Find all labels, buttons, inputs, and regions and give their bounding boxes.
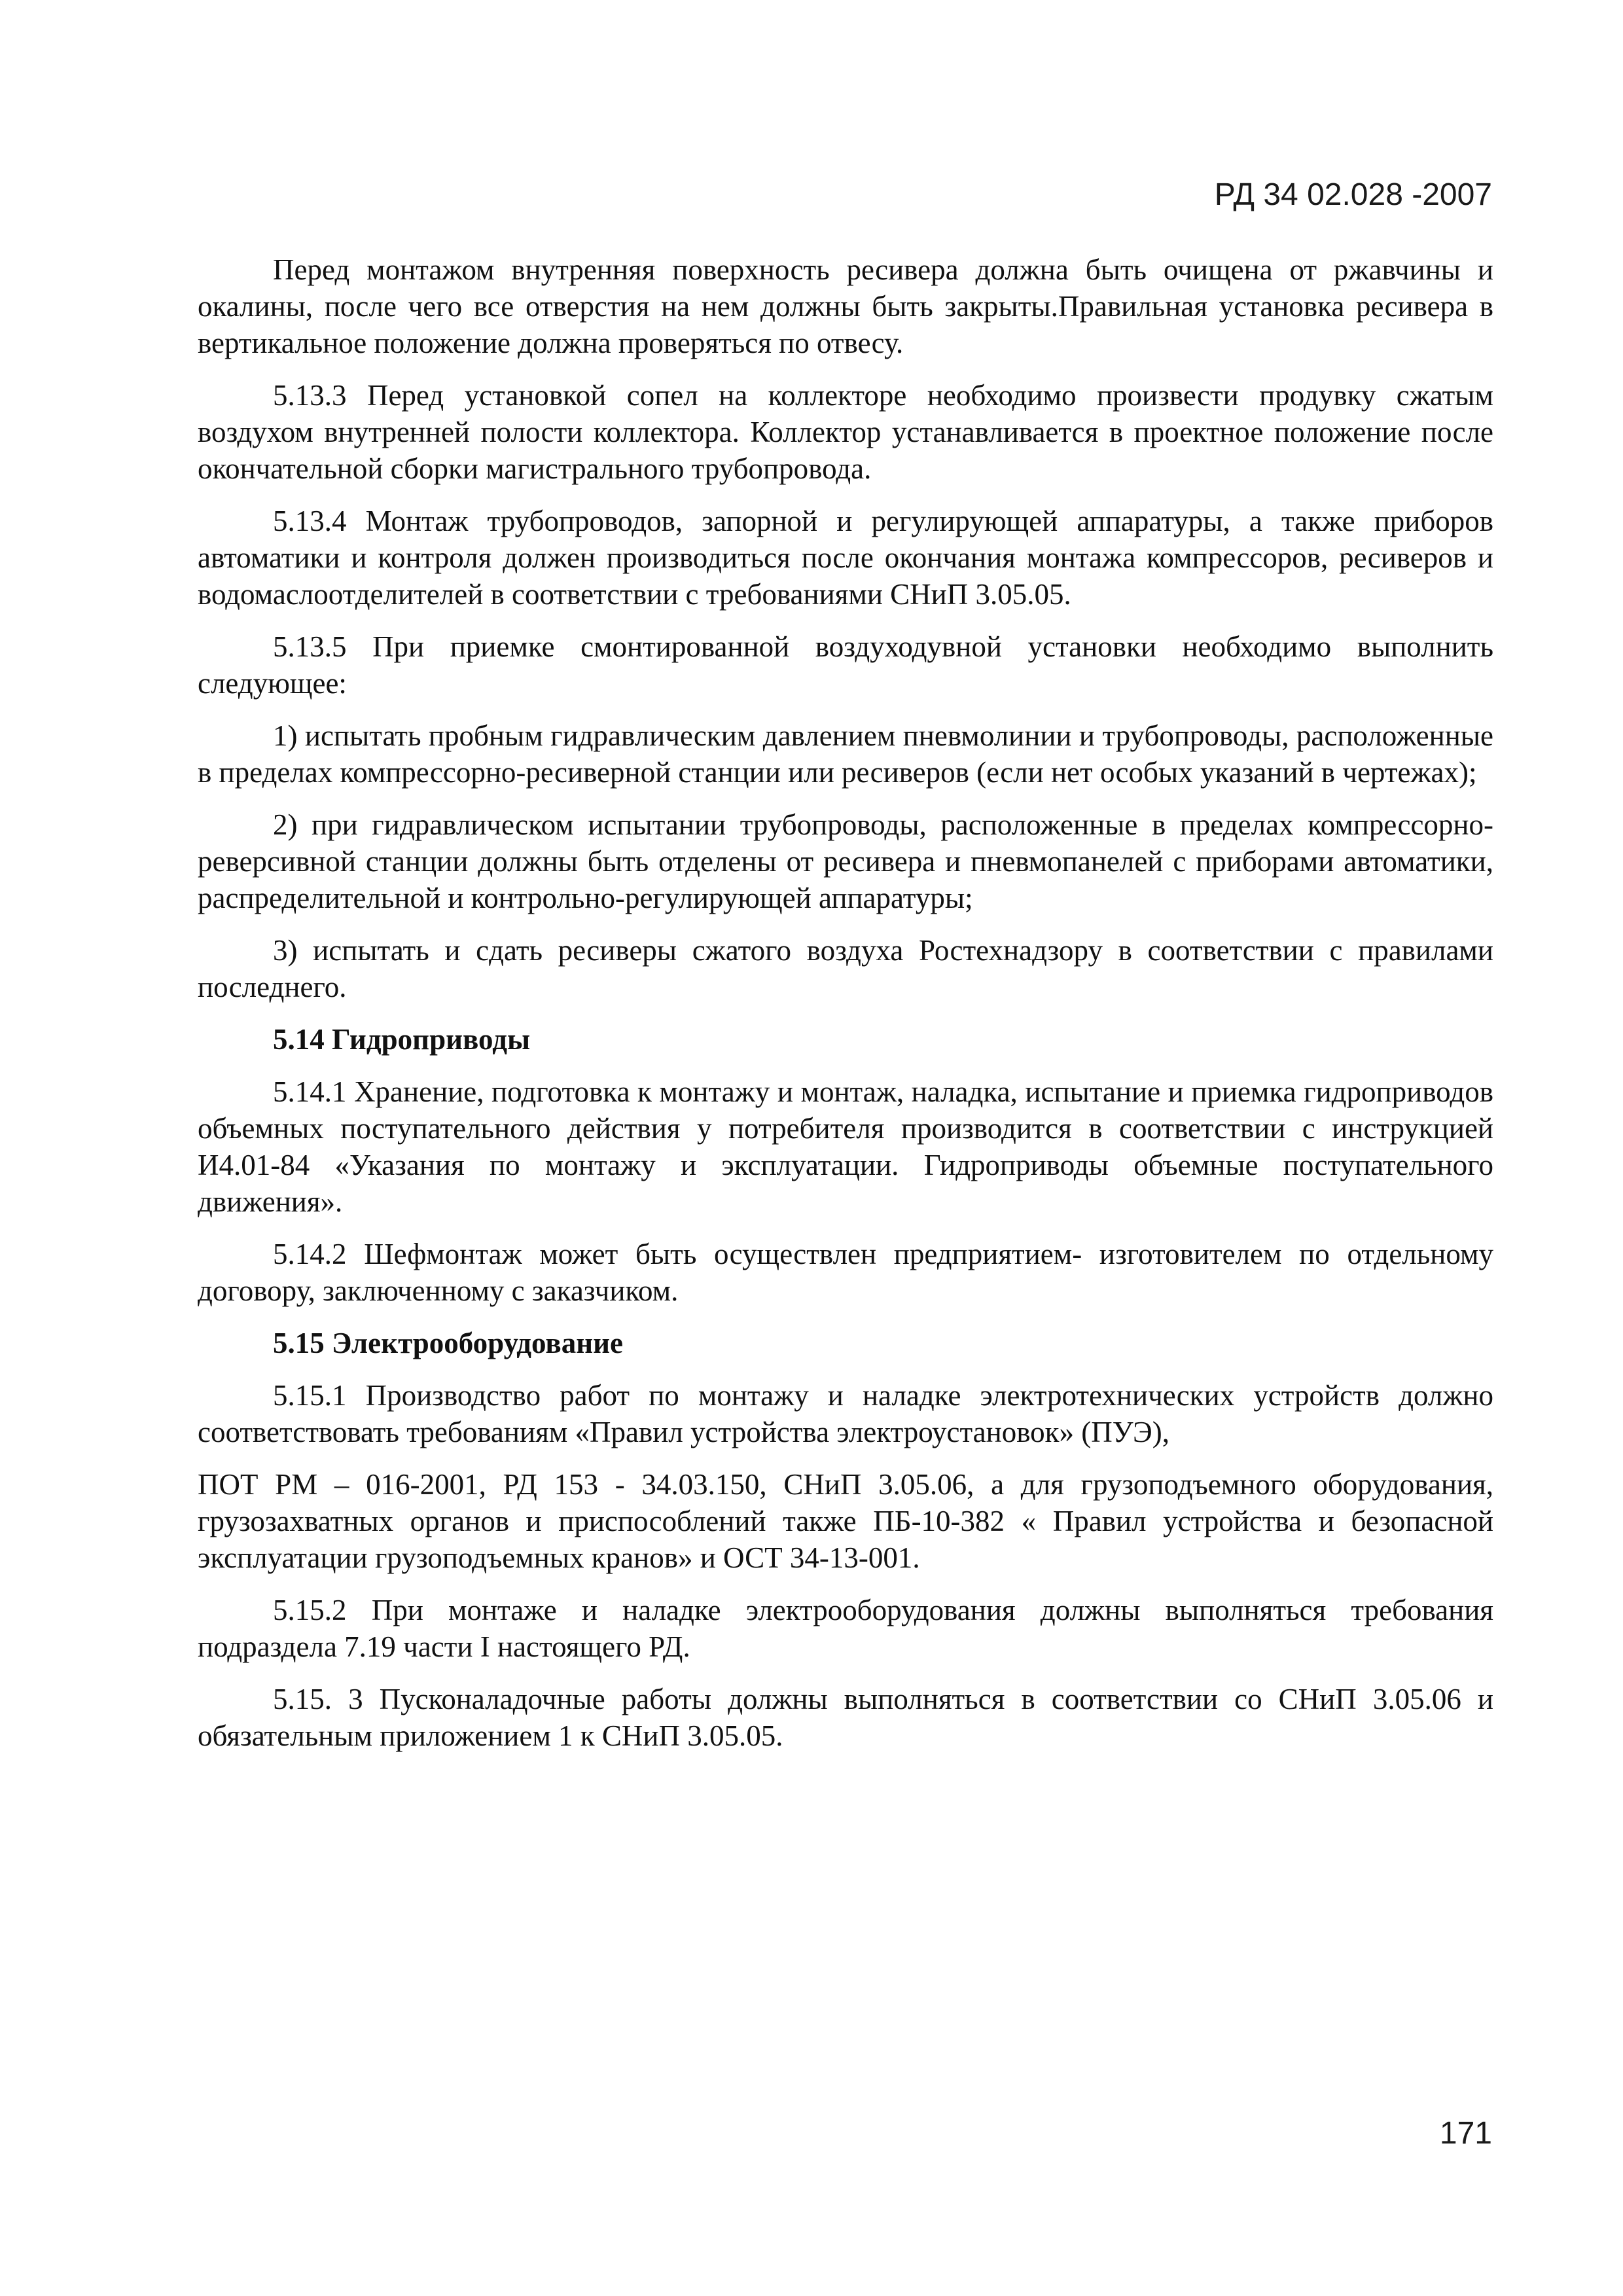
list-item-3: 3) испытать и сдать ресиверы сжатого воздуха Ростехнадзору в соответствии с правилами последнего. [198, 934, 1493, 1003]
paragraph-5-15-3: 5.15. 3 Пусконаладочные работы должны выполняться в соответствии со СНиП 3.05.06 и обязательным приложением 1 к СНиП 3.05.05. [198, 1683, 1493, 1752]
page-number: 171 [1439, 2116, 1492, 2151]
section-heading-5-14: 5.14 Гидроприводы [273, 1023, 531, 1056]
paragraph-5-15-2: 5.15.2 При монтаже и наладке электрооборудования должны выполняться требования подраздела 7.19 части I настоящего РД. [198, 1594, 1493, 1663]
paragraph-5-14-1: 5.14.1 Хранение, подготовка к монтажу и монтаж, наладка, испытание и приемка гидроприводов объемных поступательного действия у потребителя производится в соответствии с инструкцией И4.01-84 «Указания по монтажу и эксплуатации. Гидроприводы объемные поступательного движения». [198, 1075, 1493, 1218]
paragraph-5-15-1: 5.15.1 Производство работ по монтажу и наладке электротехнических устройств должно соответствовать требованиям «Правил устройства электроустановок» (ПУЭ), [198, 1379, 1493, 1448]
section-heading-5-15: 5.15 Электрооборудование [273, 1327, 624, 1359]
paragraph-receiver-preparation: Перед монтажом внутренняя поверхность ресивера должна быть очищена от ржавчины и окалины, после чего все отверстия на нем должны быть закрыты.Правильная установка ресивера в вертикальное положение должна проверяться по отвесу. [198, 253, 1493, 359]
paragraph-5-13-3: 5.13.3 Перед установкой сопел на коллекторе необходимо произвести продувку сжатым воздухом внутренней полости коллектора. Коллектор устанавливается в проектное положение после окончательной сборки магистрального трубопровода. [198, 379, 1493, 485]
paragraph-5-13-4: 5.13.4 Монтаж трубопроводов, запорной и регулирующей аппаратуры, а также приборов автоматики и контроля должен производиться после окончания монтажа компрессоров, ресиверов и водомаслоотделителей в соответствии с требованиями СНиП 3.05.05. [198, 505, 1493, 611]
document-body [198, 251, 1493, 1770]
paragraph-5-13-5: 5.13.5 При приемке смонтированной воздуходувной установки необходимо выполнить следующее: [198, 630, 1493, 700]
list-item-2: 2) при гидравлическом испытании трубопроводы, расположенные в пределах компрессорно-реверсивной станции должны быть отделены от ресивера и пневмопанелей с приборами автоматики, распределительной и контрольно-регулирующей аппаратуры; [198, 808, 1493, 914]
document-code-header: РД 34 02.028 -2007 [1214, 177, 1492, 212]
list-item-1: 1) испытать пробным гидравлическим давлением пневмолинии и трубопроводы, расположенные в пределах компрессорно-ресиверной станции или ресиверов (если нет особых указаний в чертежах); [198, 719, 1493, 789]
paragraph-5-14-2: 5.14.2 Шефмонтаж может быть осуществлен предприятием- изготовителем по отдельному договору, заключенному с заказчиком. [198, 1238, 1493, 1307]
paragraph-pot-references: ПОТ РМ – 016-2001, РД 153 - 34.03.150, СНиП 3.05.06, а для грузоподъемного оборудования, грузозахватных органов и приспособлений также ПБ-10-382 « Правил устройства и безопасной эксплуатации грузоподъемных кранов» и ОСТ 34-13-001. [198, 1468, 1493, 1574]
